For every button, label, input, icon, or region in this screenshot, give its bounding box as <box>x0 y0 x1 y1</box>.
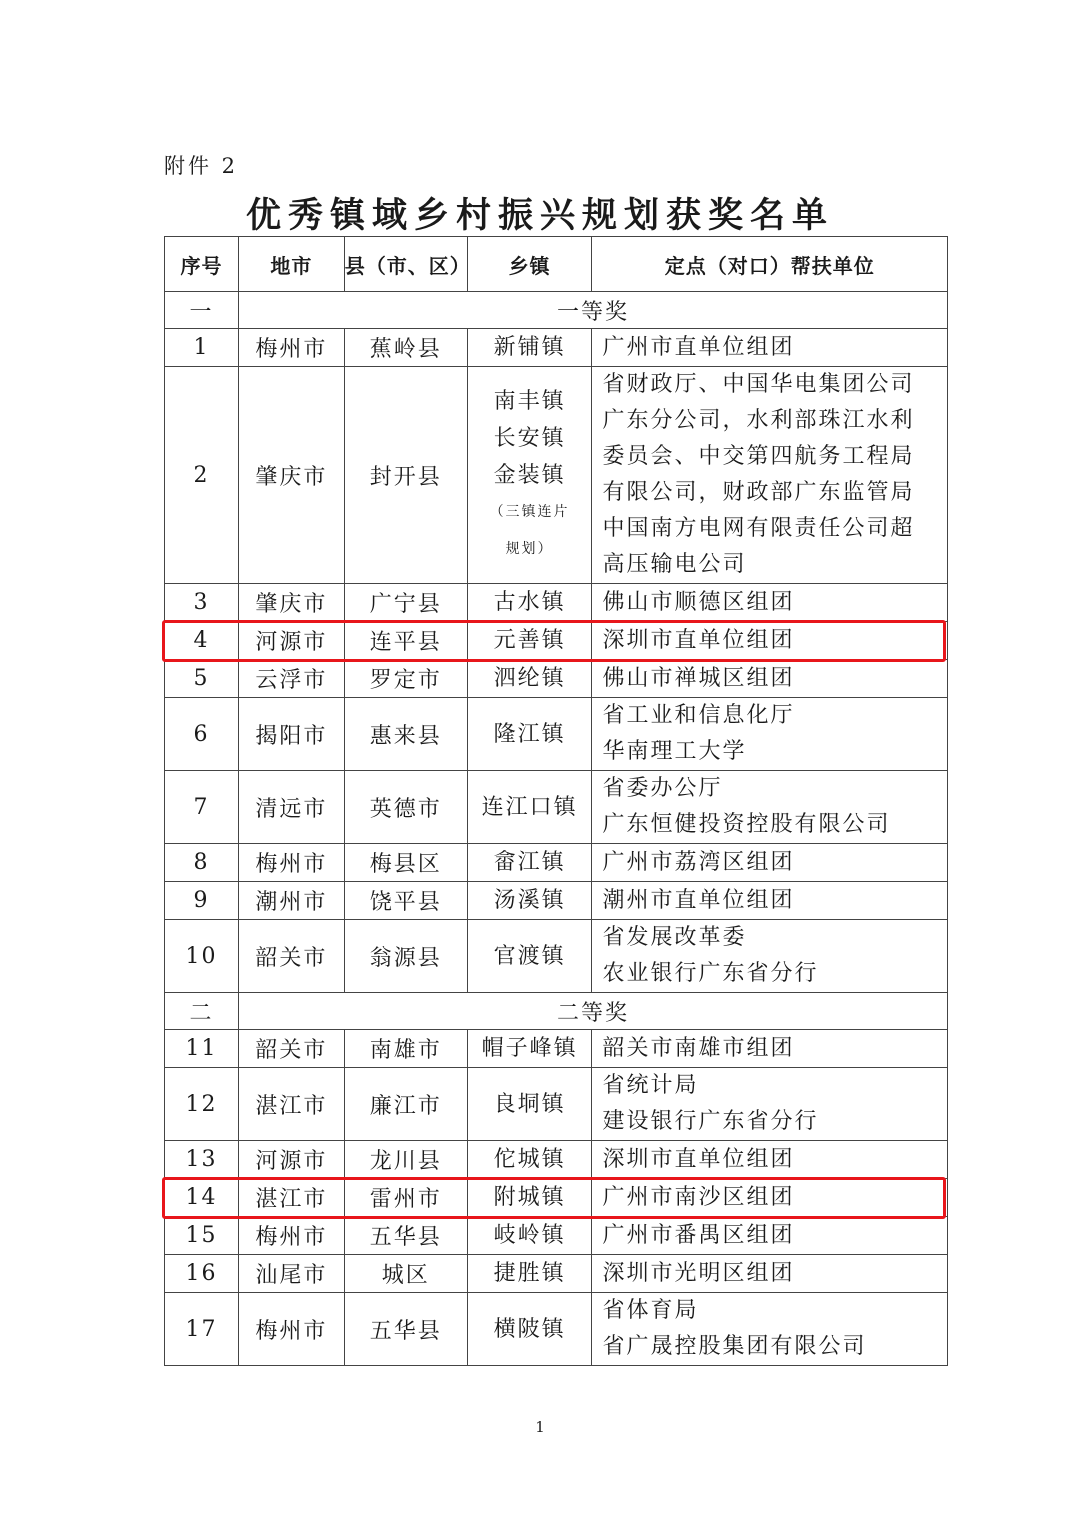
city-cell: 肇庆市 <box>238 367 344 584</box>
table-row <box>165 771 948 844</box>
unit-cell <box>592 660 948 698</box>
city-cell: 湛江市 <box>238 1179 344 1217</box>
unit-cell <box>592 920 948 993</box>
unit-line: 广州市番禺区组团 <box>602 1222 795 1248</box>
section-label: 二等奖 <box>238 993 947 1030</box>
header-unit: 定点（对口）帮扶单位 <box>592 237 948 292</box>
town-name: 良垌镇 <box>493 1091 566 1117</box>
town-cell <box>467 1255 592 1293</box>
town-name: 岐岭镇 <box>493 1223 566 1248</box>
row-number: 7 <box>165 771 239 844</box>
county-cell: 蕉岭县 <box>344 329 467 367</box>
row-number: 9 <box>165 882 239 920</box>
table-row <box>165 329 948 367</box>
town-cell <box>467 771 592 844</box>
unit-cell <box>592 1068 948 1141</box>
unit-line: 佛山市顺德区组团 <box>602 589 795 615</box>
unit-line: 农业银行广东省分行 <box>602 961 819 986</box>
row-number: 17 <box>165 1293 239 1366</box>
town-cell <box>467 1068 592 1141</box>
city-cell: 韶关市 <box>238 920 344 993</box>
town-note: 规划） <box>505 540 554 557</box>
section-label: 一等奖 <box>238 292 947 329</box>
unit-line: 深圳市直单位组团 <box>602 627 795 653</box>
unit-cell <box>592 367 948 584</box>
town-name: 元善镇 <box>493 628 566 653</box>
unit-line: 高压输电公司 <box>602 552 747 577</box>
unit-line: 深圳市直单位组团 <box>602 1146 795 1172</box>
city-cell: 梅州市 <box>238 329 344 367</box>
county-cell: 五华县 <box>344 1217 467 1255</box>
table-row <box>165 584 948 622</box>
table-row <box>165 1030 948 1068</box>
unit-cell <box>592 1217 948 1255</box>
town-name: 帽子峰镇 <box>481 1036 578 1061</box>
section-number: 二 <box>165 993 239 1030</box>
town-name: 连江口镇 <box>481 794 578 820</box>
town-name: 汤溪镇 <box>493 888 566 913</box>
row-number: 1 <box>165 329 239 367</box>
county-cell: 南雄市 <box>344 1030 467 1068</box>
table-row <box>165 660 948 698</box>
header-town: 乡镇 <box>467 237 592 292</box>
county-cell: 封开县 <box>344 367 467 584</box>
unit-cell <box>592 584 948 622</box>
city-cell: 韶关市 <box>238 1030 344 1068</box>
county-cell: 翁源县 <box>344 920 467 993</box>
unit-cell <box>592 1030 948 1068</box>
town-name: 附城镇 <box>493 1185 566 1210</box>
unit-line: 潮州市直单位组团 <box>602 887 795 913</box>
unit-line: 佛山市禅城区组团 <box>602 665 795 691</box>
town-name: 畲江镇 <box>493 850 566 875</box>
unit-line: 省委办公厅 <box>602 776 723 801</box>
town-cell <box>467 1217 592 1255</box>
town-cell <box>467 844 592 882</box>
city-cell: 揭阳市 <box>238 698 344 771</box>
city-cell: 湛江市 <box>238 1068 344 1141</box>
table-header-row <box>165 237 948 292</box>
town-name: 隆江镇 <box>493 721 566 747</box>
unit-cell <box>592 1141 948 1179</box>
unit-line: 省体育局 <box>602 1298 699 1323</box>
unit-line: 广州市直单位组团 <box>602 334 795 360</box>
county-cell: 连平县 <box>344 622 467 660</box>
city-cell: 河源市 <box>238 1141 344 1179</box>
town-cell <box>467 1141 592 1179</box>
town-note: （三镇连片 <box>489 503 570 520</box>
county-cell: 英德市 <box>344 771 467 844</box>
unit-line: 韶关市南雄市组团 <box>602 1035 795 1061</box>
row-number: 5 <box>165 660 239 698</box>
county-cell: 惠来县 <box>344 698 467 771</box>
county-cell: 梅县区 <box>344 844 467 882</box>
city-cell: 清远市 <box>238 771 344 844</box>
town-cell <box>467 882 592 920</box>
unit-cell <box>592 698 948 771</box>
unit-line: 广州市南沙区组团 <box>602 1184 795 1210</box>
row-number: 6 <box>165 698 239 771</box>
town-name: 官渡镇 <box>493 943 566 969</box>
unit-cell <box>592 771 948 844</box>
town-name: 长安镇 <box>493 425 566 451</box>
city-cell: 梅州市 <box>238 844 344 882</box>
town-name: 泗纶镇 <box>493 666 566 691</box>
highlight-box-row-4 <box>162 620 946 662</box>
unit-line: 建设银行广东省分行 <box>602 1109 819 1134</box>
table-row <box>165 1068 948 1141</box>
row-number: 16 <box>165 1255 239 1293</box>
county-cell: 饶平县 <box>344 882 467 920</box>
header-no: 序号 <box>165 237 239 292</box>
unit-cell <box>592 882 948 920</box>
town-cell <box>467 367 592 584</box>
city-cell: 潮州市 <box>238 882 344 920</box>
table-row <box>165 1255 948 1293</box>
unit-line: 广东分公司，水利部珠江水利 <box>602 408 915 433</box>
row-number: 8 <box>165 844 239 882</box>
table-row <box>165 1293 948 1366</box>
table-row <box>165 367 948 584</box>
unit-line: 中国南方电网有限责任公司超 <box>602 516 915 541</box>
table-row <box>165 844 948 882</box>
town-cell <box>467 920 592 993</box>
unit-line: 广州市荔湾区组团 <box>602 849 795 875</box>
unit-line: 省发展改革委 <box>602 925 747 950</box>
row-number: 3 <box>165 584 239 622</box>
town-cell <box>467 698 592 771</box>
county-cell: 广宁县 <box>344 584 467 622</box>
county-cell: 五华县 <box>344 1293 467 1366</box>
table-row <box>165 882 948 920</box>
county-cell: 罗定市 <box>344 660 467 698</box>
attachment-label: 附件 2 <box>164 154 239 178</box>
row-number: 11 <box>165 1030 239 1068</box>
county-cell: 雷州市 <box>344 1179 467 1217</box>
unit-line: 省统计局 <box>602 1073 699 1098</box>
document-title: 优秀镇域乡村振兴规划获奖名单 <box>245 195 834 236</box>
town-cell <box>467 1030 592 1068</box>
city-cell: 肇庆市 <box>238 584 344 622</box>
row-number: 10 <box>165 920 239 993</box>
town-cell <box>467 1293 592 1366</box>
city-cell: 云浮市 <box>238 660 344 698</box>
table-row <box>165 698 948 771</box>
town-name: 金装镇 <box>493 462 566 488</box>
unit-cell <box>592 844 948 882</box>
row-number: 4 <box>165 622 239 660</box>
unit-line: 有限公司，财政部广东监管局 <box>602 480 915 505</box>
town-name: 捷胜镇 <box>493 1261 566 1286</box>
city-cell: 梅州市 <box>238 1217 344 1255</box>
section-row <box>165 993 948 1030</box>
page-number: 1 <box>535 1418 545 1436</box>
unit-line: 省财政厅、中国华电集团公司 <box>602 372 915 397</box>
table-row <box>165 920 948 993</box>
row-number: 2 <box>165 367 239 584</box>
unit-cell <box>592 1293 948 1366</box>
town-name: 新铺镇 <box>493 335 566 360</box>
unit-line: 省工业和信息化厅 <box>602 703 795 728</box>
highlight-box-row-14 <box>162 1177 946 1219</box>
town-cell <box>467 584 592 622</box>
unit-line: 深圳市光明区组团 <box>602 1260 795 1286</box>
row-number: 12 <box>165 1068 239 1141</box>
county-cell: 廉江市 <box>344 1068 467 1141</box>
town-name: 古水镇 <box>493 590 566 615</box>
city-cell: 河源市 <box>238 622 344 660</box>
unit-line: 华南理工大学 <box>602 739 747 764</box>
unit-cell <box>592 1255 948 1293</box>
header-city: 地市 <box>238 237 344 292</box>
town-name: 横陂镇 <box>493 1316 566 1342</box>
header-county: 县（市、区） <box>344 237 467 292</box>
city-cell: 梅州市 <box>238 1293 344 1366</box>
row-number: 15 <box>165 1217 239 1255</box>
section-number: 一 <box>165 292 239 329</box>
county-cell: 城区 <box>344 1255 467 1293</box>
row-number: 13 <box>165 1141 239 1179</box>
town-name: 佗城镇 <box>493 1147 566 1172</box>
town-name: 南丰镇 <box>493 388 566 414</box>
city-cell: 汕尾市 <box>238 1255 344 1293</box>
unit-cell <box>592 329 948 367</box>
unit-line: 委员会、中交第四航务工程局 <box>602 444 915 469</box>
unit-line: 省广晟控股集团有限公司 <box>602 1334 867 1359</box>
town-cell <box>467 660 592 698</box>
table-row <box>165 1141 948 1179</box>
unit-line: 广东恒健投资控股有限公司 <box>602 812 891 837</box>
county-cell: 龙川县 <box>344 1141 467 1179</box>
table-row <box>165 1217 948 1255</box>
town-cell <box>467 329 592 367</box>
row-number: 14 <box>165 1179 239 1217</box>
section-row <box>165 292 948 329</box>
